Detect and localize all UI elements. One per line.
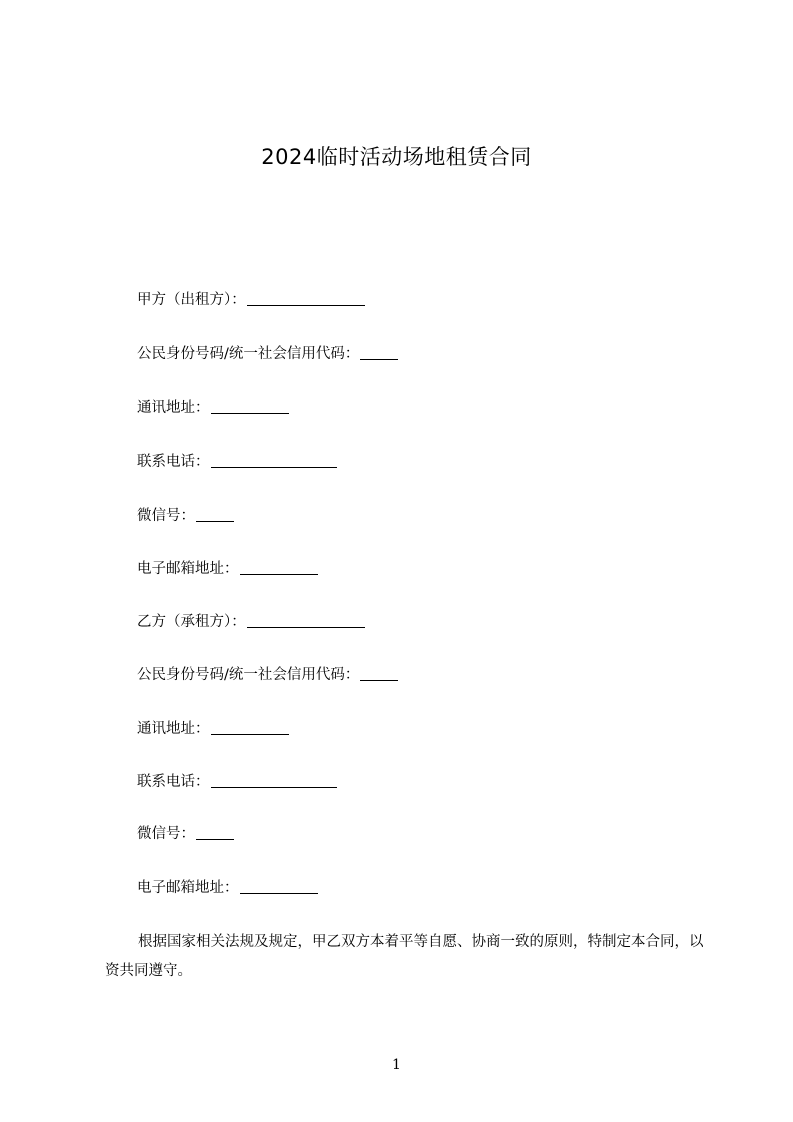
party-b-heading-line — [137, 610, 365, 634]
party-b-id-label: 公民身份号码/统一社会信用代码： — [137, 667, 360, 683]
party-b-email-blank[interactable] — [240, 877, 318, 894]
party-a-address-label: 通讯地址： — [137, 400, 210, 416]
party-a-email-line — [137, 557, 318, 581]
party-a-email-blank[interactable] — [240, 558, 318, 575]
party-b-id-blank[interactable] — [360, 664, 398, 681]
party-a-heading-line — [137, 288, 365, 312]
party-b-id-line — [137, 663, 398, 687]
party-b-heading: 乙方（承租方）： — [137, 614, 246, 630]
party-a-email-label: 电子邮箱地址： — [137, 561, 239, 577]
intro-paragraph — [105, 928, 705, 986]
party-a-name-blank[interactable] — [247, 289, 365, 306]
document-title: 2024临时活动场地租赁合同 — [261, 145, 532, 169]
party-b-address-label: 通讯地址： — [137, 721, 210, 737]
intro-paragraph-text: 根据国家相关法规及规定，甲乙双方本着平等自愿、协商一致的原则，特制定本合同，以资共同遵守。 — [105, 934, 704, 979]
party-b-address-blank[interactable] — [211, 718, 289, 735]
party-b-email-line — [137, 876, 318, 900]
party-a-wechat-blank[interactable] — [196, 505, 234, 522]
party-a-wechat-line — [137, 504, 234, 528]
party-a-id-label: 公民身份号码/统一社会信用代码： — [137, 346, 360, 362]
party-a-id-line — [137, 342, 398, 366]
party-b-email-label: 电子邮箱地址： — [137, 880, 239, 896]
party-a-id-blank[interactable] — [360, 343, 398, 360]
party-a-phone-blank[interactable] — [211, 451, 337, 468]
party-a-address-blank[interactable] — [211, 397, 289, 414]
party-a-address-line — [137, 396, 289, 420]
party-a-wechat-label: 微信号： — [137, 508, 195, 524]
party-b-phone-label: 联系电话： — [137, 774, 210, 790]
party-b-phone-blank[interactable] — [211, 771, 337, 788]
party-b-wechat-line — [137, 822, 234, 846]
party-b-name-blank[interactable] — [247, 611, 365, 628]
party-b-phone-line — [137, 770, 337, 794]
party-a-phone-label: 联系电话： — [137, 454, 210, 470]
party-b-wechat-label: 微信号： — [137, 826, 195, 842]
party-a-heading: 甲方（出租方）： — [137, 292, 246, 308]
page-number: 1 — [392, 1057, 401, 1073]
party-b-address-line — [137, 717, 289, 741]
party-b-wechat-blank[interactable] — [196, 823, 234, 840]
party-a-phone-line — [137, 450, 337, 474]
